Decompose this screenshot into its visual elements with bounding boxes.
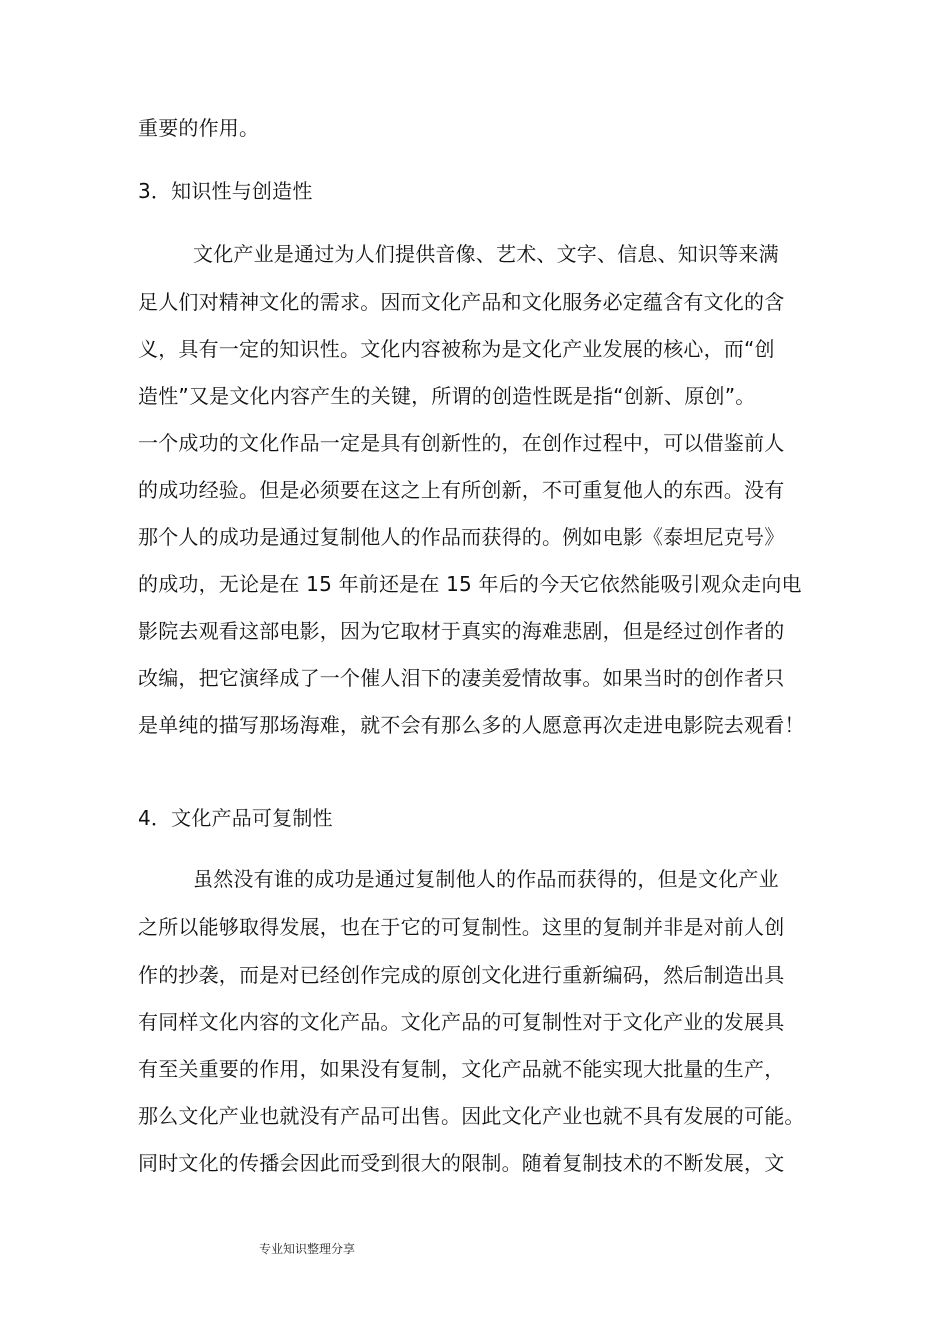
section-3-line-5: 一个成功的文化作品一定是具有创新性的，在创作过程中，可以借鉴前人 xyxy=(138,431,785,455)
continuation-line: 重要的作用。 xyxy=(138,116,260,140)
section-4-heading: 4．文化产品可复制性 xyxy=(138,806,333,830)
section-3-line-4: 造性”又是文化内容产生的关键，所谓的创造性既是指“创新、原创”。 xyxy=(138,384,756,408)
section-3-heading: 3．知识性与创造性 xyxy=(138,179,313,203)
section-3-line-7: 那个人的成功是通过复制他人的作品而获得的。例如电影《泰坦尼克号》 xyxy=(138,525,785,549)
section-3-line-8: 的成功，无论是在 15 年前还是在 15 年后的今天它依然能吸引观众走向电 xyxy=(138,572,802,596)
section-3-line-10: 改编，把它演绎成了一个催人泪下的凄美爱情故事。如果当时的创作者只 xyxy=(138,666,785,690)
section-4-line-1: 虽然没有谁的成功是通过复制他人的作品而获得的，但是文化产业 xyxy=(193,867,779,891)
section-4-line-2: 之所以能够取得发展，也在于它的可复制性。这里的复制并非是对前人创 xyxy=(138,915,785,939)
section-3-line-9: 影院去观看这部电影，因为它取材于真实的海难悲剧，但是经过创作者的 xyxy=(138,619,785,643)
section-3-line-3: 义，具有一定的知识性。文化内容被称为是文化产业发展的核心，而“创 xyxy=(138,337,775,361)
section-4-line-3: 作的抄袭，而是对已经创作完成的原创文化进行重新编码，然后制造出具 xyxy=(138,963,785,987)
page-footer: 专业知识整理分享 xyxy=(259,1242,356,1256)
section-4-line-6: 那么文化产业也就没有产品可出售。因此文化产业也就不具有发展的可能。 xyxy=(138,1104,805,1128)
section-3-line-1: 文化产业是通过为人们提供音像、艺术、文字、信息、知识等来满 xyxy=(193,242,779,266)
section-3-line-6: 的成功经验。但是必须要在这之上有所创新，不可重复他人的东西。没有 xyxy=(138,478,785,502)
section-4-line-4: 有同样文化内容的文化产品。文化产品的可复制性对于文化产业的发展具 xyxy=(138,1010,785,1034)
section-4-line-7: 同时文化的传播会因此而受到很大的限制。随着复制技术的不断发展，文 xyxy=(138,1151,785,1175)
section-3-line-2: 足人们对精神文化的需求。因而文化产品和文化服务必定蕴含有文化的含 xyxy=(138,290,785,314)
section-4-line-5: 有至关重要的作用，如果没有复制，文化产品就不能实现大批量的生产， xyxy=(138,1057,785,1081)
section-3-line-11: 是单纯的描写那场海难，就不会有那么多的人愿意再次走进电影院去观看！ xyxy=(138,713,805,737)
